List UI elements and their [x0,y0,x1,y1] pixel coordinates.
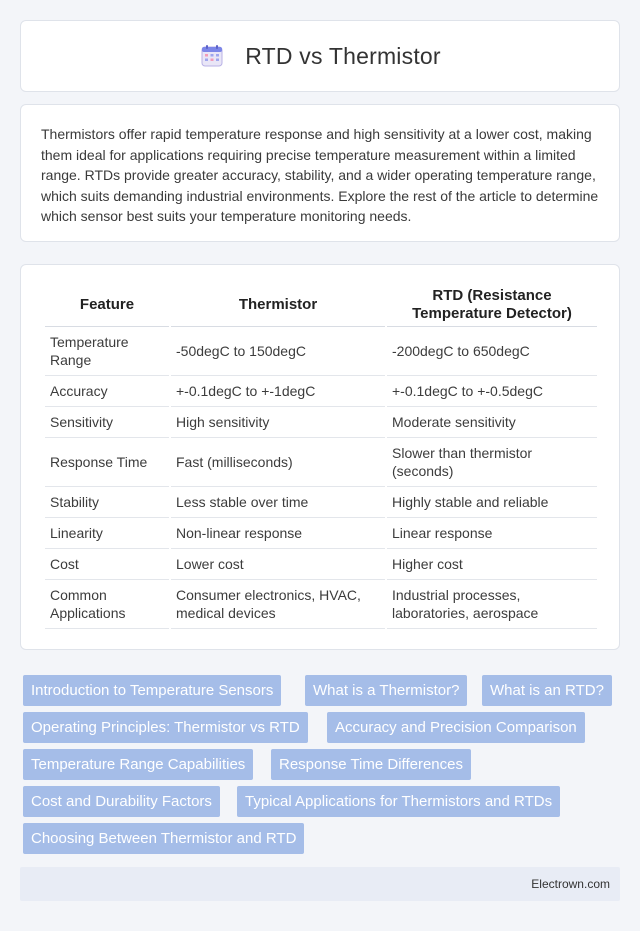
tag-intro-temperature-sensors[interactable]: Introduction to Temperature Sensors [23,675,281,706]
comparison-table-card [20,264,620,650]
table-cell: Common Applications [45,580,169,629]
table-cell: Linear response [387,518,597,549]
table-row [45,407,597,438]
table-cell: +-0.1degC to +-1degC [171,376,385,407]
table-row [45,580,597,629]
intro-card [20,104,620,242]
table-cell: Fast (milliseconds) [171,438,385,487]
table-cell: Moderate sensitivity [387,407,597,438]
tag-operating-principles[interactable]: Operating Principles: Thermistor vs RTD [23,712,308,743]
table-cell: Highly stable and reliable [387,487,597,518]
table-cell: +-0.1degC to +-0.5degC [387,376,597,407]
table-cell: Less stable over time [171,487,385,518]
column-header-rtd: RTD (Resistance Temperature Detector) [387,283,597,327]
tag-choosing-between[interactable]: Choosing Between Thermistor and RTD [23,823,304,854]
table-cell: Lower cost [171,549,385,580]
header-card [20,20,620,92]
table-cell: Stability [45,487,169,518]
footer-site-link[interactable]: Electrown.com [531,877,610,891]
table-cell: Response Time [45,438,169,487]
table-cell: -200degC to 650degC [387,327,597,376]
column-header-feature: Feature [45,283,169,327]
footer [20,867,620,901]
tag-what-is-thermistor[interactable]: What is a Thermistor? [305,675,467,706]
tag-response-time[interactable]: Response Time Differences [271,749,471,780]
table-cell: Higher cost [387,549,597,580]
table-row [45,327,597,376]
tag-what-is-rtd[interactable]: What is an RTD? [482,675,612,706]
table-cell: -50degC to 150degC [171,327,385,376]
table-cell: High sensitivity [171,407,385,438]
table-cell: Slower than thermistor (seconds) [387,438,597,487]
table-cell: Cost [45,549,169,580]
comparison-table [43,283,599,629]
table-cell: Non-linear response [171,518,385,549]
table-row [45,438,597,487]
table-cell: Temperature Range [45,327,169,376]
tag-cost-durability[interactable]: Cost and Durability Factors [23,786,220,817]
table-cell: Linearity [45,518,169,549]
tag-typical-applications[interactable]: Typical Applications for Thermistors and RTDs [237,786,560,817]
intro-text: Thermistors offer rapid temperature response and high sensitivity at a lower cost, making them ideal for applications requiring precise temperature measurement within a limited range. RTDs provide greater accuracy, stability, and a wider operating temperature range, which suits demanding industrial environments. Explore the rest of the article to determine which sensor best suits your temperature monitoring needs. [41,126,599,224]
tag-accuracy-precision[interactable]: Accuracy and Precision Comparison [327,712,585,743]
tag-temperature-range[interactable]: Temperature Range Capabilities [23,749,253,780]
column-header-thermistor: Thermistor [171,283,385,327]
table-row [45,376,597,407]
table-cell: Sensitivity [45,407,169,438]
calendar-icon [199,43,225,69]
table-cell: Consumer electronics, HVAC, medical devices [171,580,385,629]
table-row [45,518,597,549]
table-cell: Industrial processes, laboratories, aerospace [387,580,597,629]
table-row [45,549,597,580]
table-row [45,487,597,518]
page-title: RTD vs Thermistor [245,42,441,69]
table-cell: Accuracy [45,376,169,407]
